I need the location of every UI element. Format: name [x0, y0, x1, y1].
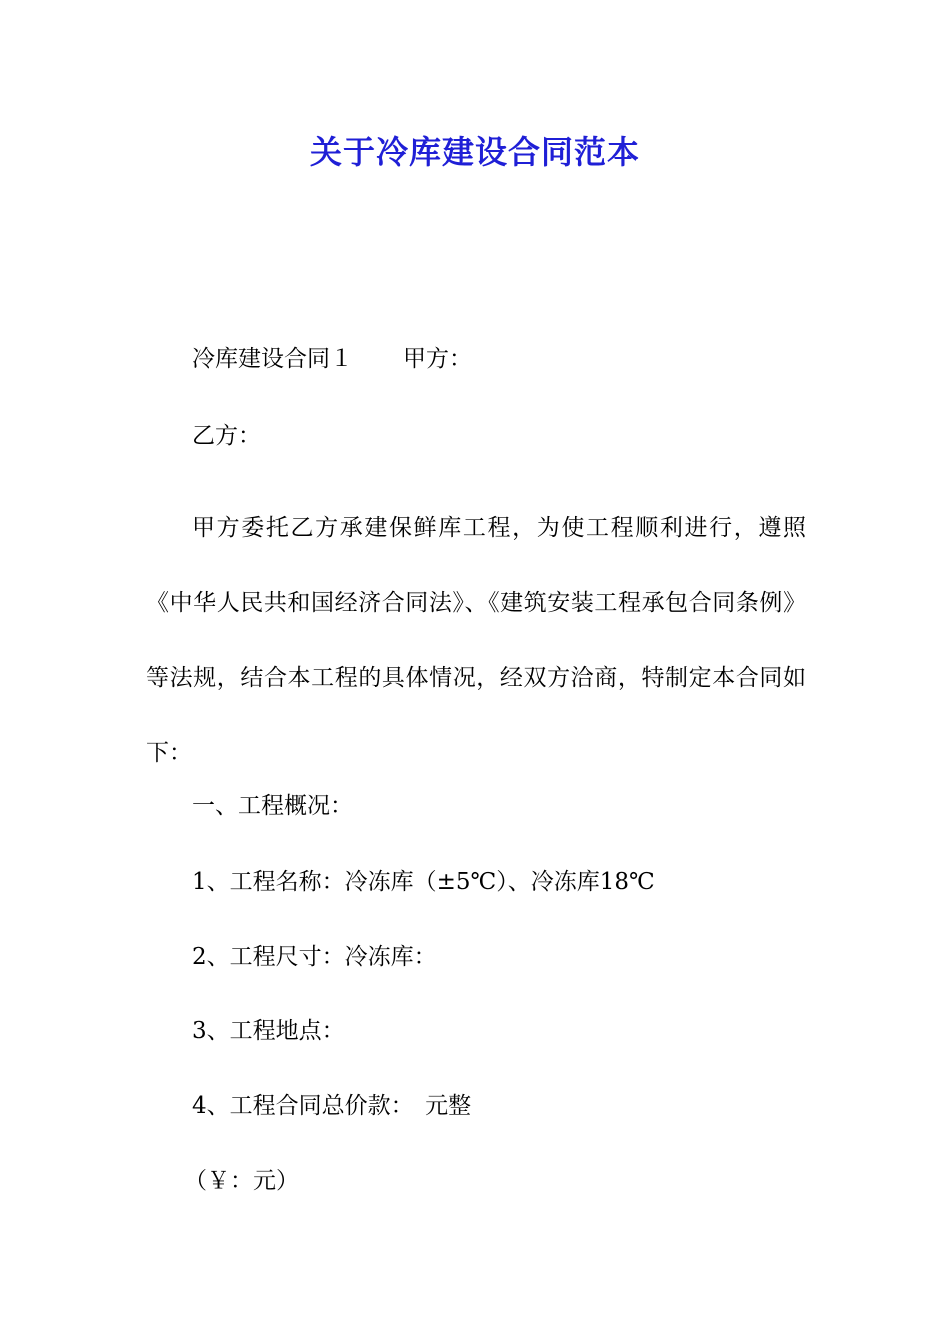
- contract-name: 冷库建设合同１: [192, 346, 353, 372]
- list-item: 4、工程合同总价款： 元整: [192, 1093, 472, 1119]
- party-a-label: 甲方：: [403, 346, 472, 372]
- list-item: 3、工程地点：: [192, 1018, 345, 1044]
- price-note: （￥：元）: [184, 1168, 299, 1194]
- list-item: 2、工程尺寸：冷冻库：: [192, 944, 437, 970]
- list-item: 1、工程名称：冷冻库（±5℃）、冷冻库18℃: [192, 869, 655, 895]
- intro-paragraph: 甲方委托乙方承建保鲜库工程，为使工程顺利进行，遵照《中华人民共和国经济合同法》、《建筑安装工程承包合同条例》等法规，结合本工程的具体情况，经双方洽商，特制定本合同如下：: [146, 515, 806, 766]
- section-heading: 一、工程概况：: [192, 793, 353, 819]
- party-b-label: 乙方：: [192, 423, 261, 449]
- document-title: 关于冷库建设合同范本: [309, 133, 640, 171]
- header-line: [192, 343, 472, 375]
